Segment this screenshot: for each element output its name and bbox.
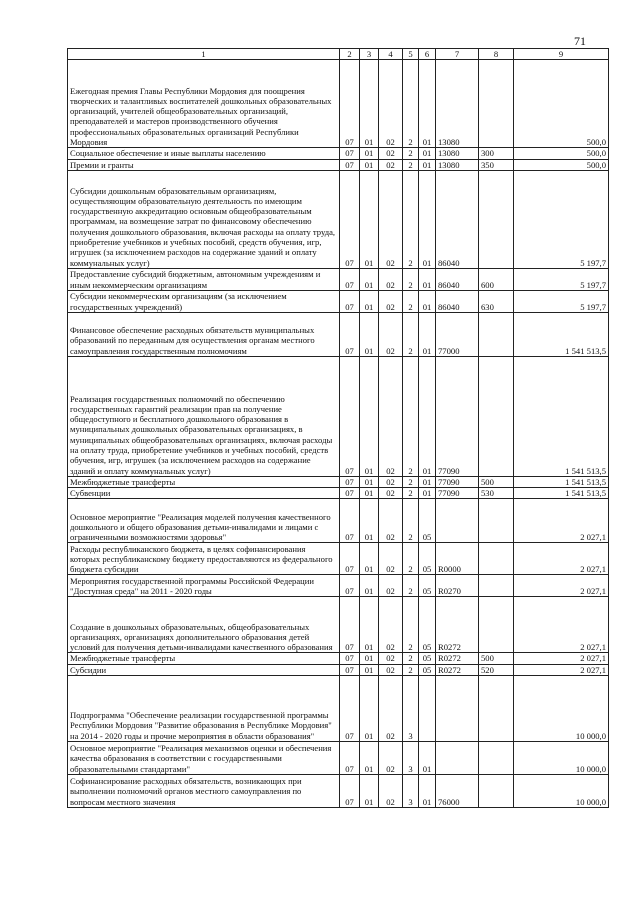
row-name: Расходы республиканского бюджета, в целях софинансирования которых республиканскому бюджету предоставляются из федерального бюджета субсидии xyxy=(68,543,340,575)
page-number: 71 xyxy=(574,34,586,48)
subprogram-code: 2 xyxy=(403,597,419,653)
table-row xyxy=(68,476,609,487)
section-code: 07 xyxy=(340,312,360,356)
subprogram-code: 2 xyxy=(403,356,419,476)
row-name: Финансовое обеспечение расходных обязательств муниципальных образований по переданным для осуществления органам местного самоуправления государственным полномочиям xyxy=(68,312,340,356)
activity-code: 01 xyxy=(419,356,436,476)
expense-type-code: 600 xyxy=(479,268,514,290)
subsection-code: 01 xyxy=(360,575,379,597)
table-row xyxy=(68,543,609,575)
column-header-1: 1 xyxy=(68,49,340,60)
direction-code: R0000 xyxy=(436,543,479,575)
program-code: 02 xyxy=(379,290,403,312)
activity-code: 05 xyxy=(419,664,436,675)
activity-code: 01 xyxy=(419,488,436,499)
table-row xyxy=(68,356,609,476)
expense-type-code: 350 xyxy=(479,159,514,170)
subsection-code: 01 xyxy=(360,290,379,312)
subprogram-code: 2 xyxy=(403,664,419,675)
program-code: 02 xyxy=(379,543,403,575)
amount: 1 541 513,5 xyxy=(514,488,609,499)
subsection-code: 01 xyxy=(360,148,379,159)
section-code: 07 xyxy=(340,268,360,290)
subprogram-code: 2 xyxy=(403,543,419,575)
table-row xyxy=(68,268,609,290)
row-name: Подпрограмма "Обеспечение реализации государственной программы Республики Мордовия "Развитие образования в Республике Мордовия" на 2014 - 2020 годы и прочие мероприятия в области образования" xyxy=(68,676,340,742)
direction-code xyxy=(436,499,479,543)
amount: 5 197,7 xyxy=(514,290,609,312)
direction-code: 86040 xyxy=(436,170,479,268)
table-row xyxy=(68,290,609,312)
section-code: 07 xyxy=(340,60,360,148)
direction-code: R0272 xyxy=(436,664,479,675)
amount: 500,0 xyxy=(514,148,609,159)
section-code: 07 xyxy=(340,575,360,597)
row-name: Премии и гранты xyxy=(68,159,340,170)
section-code: 07 xyxy=(340,499,360,543)
table-row xyxy=(68,664,609,675)
row-name: Предоставление субсидий бюджетным, автономным учреждениям и иным некоммерческим организациям xyxy=(68,268,340,290)
subsection-code: 01 xyxy=(360,775,379,808)
subsection-code: 01 xyxy=(360,60,379,148)
table-row xyxy=(68,159,609,170)
subprogram-code: 2 xyxy=(403,499,419,543)
section-code: 07 xyxy=(340,543,360,575)
amount: 2 027,1 xyxy=(514,499,609,543)
column-header-3: 3 xyxy=(360,49,379,60)
subsection-code: 01 xyxy=(360,653,379,664)
activity-code: 05 xyxy=(419,575,436,597)
direction-code: R0272 xyxy=(436,653,479,664)
program-code: 02 xyxy=(379,597,403,653)
section-code: 07 xyxy=(340,664,360,675)
direction-code: 13080 xyxy=(436,159,479,170)
section-code: 07 xyxy=(340,148,360,159)
expense-type-code xyxy=(479,742,514,775)
activity-code: 01 xyxy=(419,148,436,159)
program-code: 02 xyxy=(379,268,403,290)
subsection-code: 01 xyxy=(360,597,379,653)
subsection-code: 01 xyxy=(360,268,379,290)
section-code: 07 xyxy=(340,488,360,499)
table-row xyxy=(68,60,609,148)
program-code: 02 xyxy=(379,476,403,487)
program-code: 02 xyxy=(379,653,403,664)
subsection-code: 01 xyxy=(360,476,379,487)
subprogram-code: 2 xyxy=(403,170,419,268)
table-row xyxy=(68,488,609,499)
subprogram-code: 2 xyxy=(403,159,419,170)
expense-type-code: 520 xyxy=(479,664,514,675)
table-row xyxy=(68,170,609,268)
amount: 2 027,1 xyxy=(514,653,609,664)
row-name: Основное мероприятие "Реализация механизмов оценки и обеспечения качества образования в соответствии с государственными образовательными стандартами" xyxy=(68,742,340,775)
amount: 10 000,0 xyxy=(514,742,609,775)
activity-code: 01 xyxy=(419,60,436,148)
activity-code: 01 xyxy=(419,290,436,312)
amount: 2 027,1 xyxy=(514,597,609,653)
subprogram-code: 3 xyxy=(403,742,419,775)
section-code: 07 xyxy=(340,676,360,742)
activity-code: 01 xyxy=(419,775,436,808)
expense-type-code xyxy=(479,356,514,476)
row-name: Мероприятия государственной программы Российской Федерации "Доступная среда" на 2011 - 2020 годы xyxy=(68,575,340,597)
expense-type-code xyxy=(479,499,514,543)
direction-code: 86040 xyxy=(436,290,479,312)
row-name: Социальное обеспечение и иные выплаты населению xyxy=(68,148,340,159)
amount: 1 541 513,5 xyxy=(514,356,609,476)
direction-code: 77000 xyxy=(436,312,479,356)
expense-type-code xyxy=(479,170,514,268)
subprogram-code: 3 xyxy=(403,676,419,742)
subsection-code: 01 xyxy=(360,499,379,543)
table-row xyxy=(68,653,609,664)
direction-code: 13080 xyxy=(436,60,479,148)
subsection-code: 01 xyxy=(360,488,379,499)
section-code: 07 xyxy=(340,775,360,808)
expense-type-code xyxy=(479,312,514,356)
expense-type-code: 500 xyxy=(479,653,514,664)
amount: 1 541 513,5 xyxy=(514,312,609,356)
amount: 5 197,7 xyxy=(514,268,609,290)
column-header-2: 2 xyxy=(340,49,360,60)
activity-code xyxy=(419,676,436,742)
row-name: Субвенции xyxy=(68,488,340,499)
activity-code: 01 xyxy=(419,170,436,268)
direction-code: R0270 xyxy=(436,575,479,597)
expense-type-code xyxy=(479,575,514,597)
budget-table xyxy=(67,48,609,808)
section-code: 07 xyxy=(340,159,360,170)
subsection-code: 01 xyxy=(360,742,379,775)
column-header-5: 5 xyxy=(403,49,419,60)
subsection-code: 01 xyxy=(360,159,379,170)
table-row xyxy=(68,676,609,742)
amount: 500,0 xyxy=(514,159,609,170)
table-row xyxy=(68,775,609,808)
activity-code: 01 xyxy=(419,268,436,290)
table-row xyxy=(68,312,609,356)
expense-type-code: 500 xyxy=(479,476,514,487)
section-code: 07 xyxy=(340,356,360,476)
program-code: 02 xyxy=(379,499,403,543)
row-name: Основное мероприятие "Реализация моделей получения качественного дошкольного и общего образования детьми-инвалидами и лицами с ограниченными возможностями здоровья" xyxy=(68,499,340,543)
row-name: Создание в дошкольных образовательных, общеобразовательных организациях, организациях дополнительного образования детей условий для получения детьми-инвалидами качественного образования xyxy=(68,597,340,653)
column-header-8: 8 xyxy=(479,49,514,60)
program-code: 02 xyxy=(379,170,403,268)
row-name: Реализация государственных полномочий по обеспечению государственных гарантий реализации прав на получение общедоступного и бесплатного дошкольного образования в муниципальных дошкольных образовательных организациях, в муниципальных общеобразовательных организациях, включая расходы на оплату труда, приобретение учебников и учебных пособий, средств обучения, игр, игрушек (за исключением расходов на содержание зданий и оплату коммунальных услуг) xyxy=(68,356,340,476)
section-code: 07 xyxy=(340,742,360,775)
section-code: 07 xyxy=(340,170,360,268)
row-name: Субсидии дошкольным образовательным организациям, осуществляющим образовательную деятельность по имеющим государственную аккредитацию основным общеобразовательным программам, на возмещение затрат по финансовому обеспечению получения дошкольного образования, включая расходы на оплату труда, приобретение учебников и учебных пособий, средств обучения, игр, игрушек (за исключением расходов на содержание зданий и оплату коммунальных услуг) xyxy=(68,170,340,268)
program-code: 02 xyxy=(379,148,403,159)
amount: 500,0 xyxy=(514,60,609,148)
section-code: 07 xyxy=(340,597,360,653)
column-header-9: 9 xyxy=(514,49,609,60)
section-code: 07 xyxy=(340,653,360,664)
activity-code: 05 xyxy=(419,543,436,575)
column-header-4: 4 xyxy=(379,49,403,60)
direction-code: 13080 xyxy=(436,148,479,159)
program-code: 02 xyxy=(379,775,403,808)
expense-type-code: 300 xyxy=(479,148,514,159)
row-name: Межбюджетные трансферты xyxy=(68,476,340,487)
program-code: 02 xyxy=(379,60,403,148)
subsection-code: 01 xyxy=(360,312,379,356)
activity-code: 05 xyxy=(419,499,436,543)
program-code: 02 xyxy=(379,676,403,742)
table-row xyxy=(68,597,609,653)
subprogram-code: 2 xyxy=(403,575,419,597)
expense-type-code xyxy=(479,543,514,575)
subsection-code: 01 xyxy=(360,356,379,476)
subprogram-code: 2 xyxy=(403,60,419,148)
direction-code: 77090 xyxy=(436,356,479,476)
column-header-7: 7 xyxy=(436,49,479,60)
table-row xyxy=(68,499,609,543)
amount: 2 027,1 xyxy=(514,543,609,575)
amount: 2 027,1 xyxy=(514,575,609,597)
subsection-code: 01 xyxy=(360,170,379,268)
table-row xyxy=(68,575,609,597)
activity-code: 01 xyxy=(419,476,436,487)
section-code: 07 xyxy=(340,290,360,312)
subprogram-code: 2 xyxy=(403,148,419,159)
program-code: 02 xyxy=(379,312,403,356)
subprogram-code: 3 xyxy=(403,775,419,808)
direction-code: R0272 xyxy=(436,597,479,653)
direction-code: 77090 xyxy=(436,476,479,487)
expense-type-code xyxy=(479,775,514,808)
subprogram-code: 2 xyxy=(403,268,419,290)
amount: 10 000,0 xyxy=(514,775,609,808)
row-name: Ежегодная премия Главы Республики Мордовия для поощрения творческих и талантливых воспитателей дошкольных образовательных организаций, учителей общеобразовательных организаций, преподавателей и мастеров производственного обучения профессиональных образовательных организаций Республики Мордовия xyxy=(68,60,340,148)
amount: 1 541 513,5 xyxy=(514,476,609,487)
direction-code xyxy=(436,742,479,775)
direction-code: 86040 xyxy=(436,268,479,290)
expense-type-code xyxy=(479,597,514,653)
activity-code: 05 xyxy=(419,653,436,664)
amount: 2 027,1 xyxy=(514,664,609,675)
subprogram-code: 2 xyxy=(403,488,419,499)
program-code: 02 xyxy=(379,159,403,170)
expense-type-code xyxy=(479,60,514,148)
subsection-code: 01 xyxy=(360,664,379,675)
activity-code: 01 xyxy=(419,159,436,170)
expense-type-code xyxy=(479,676,514,742)
program-code: 02 xyxy=(379,488,403,499)
program-code: 02 xyxy=(379,575,403,597)
row-name: Софинансирование расходных обязательств, возникающих при выполнении полномочий органов местного самоуправления по вопросам местного значения xyxy=(68,775,340,808)
expense-type-code: 630 xyxy=(479,290,514,312)
subsection-code: 01 xyxy=(360,543,379,575)
direction-code xyxy=(436,676,479,742)
direction-code: 77090 xyxy=(436,488,479,499)
amount: 10 000,0 xyxy=(514,676,609,742)
program-code: 02 xyxy=(379,356,403,476)
section-code: 07 xyxy=(340,476,360,487)
subsection-code: 01 xyxy=(360,676,379,742)
row-name: Субсидии некоммерческим организациям (за исключением государственных учреждений) xyxy=(68,290,340,312)
expense-type-code: 530 xyxy=(479,488,514,499)
activity-code: 05 xyxy=(419,597,436,653)
row-name: Субсидии xyxy=(68,664,340,675)
subprogram-code: 2 xyxy=(403,290,419,312)
table-row xyxy=(68,742,609,775)
table-row xyxy=(68,148,609,159)
program-code: 02 xyxy=(379,742,403,775)
column-header-6: 6 xyxy=(419,49,436,60)
program-code: 02 xyxy=(379,664,403,675)
activity-code: 01 xyxy=(419,312,436,356)
subprogram-code: 2 xyxy=(403,476,419,487)
subprogram-code: 2 xyxy=(403,653,419,664)
table-header-row xyxy=(68,49,609,60)
row-name: Межбюджетные трансферты xyxy=(68,653,340,664)
amount: 5 197,7 xyxy=(514,170,609,268)
subprogram-code: 2 xyxy=(403,312,419,356)
direction-code: 76000 xyxy=(436,775,479,808)
activity-code: 01 xyxy=(419,742,436,775)
